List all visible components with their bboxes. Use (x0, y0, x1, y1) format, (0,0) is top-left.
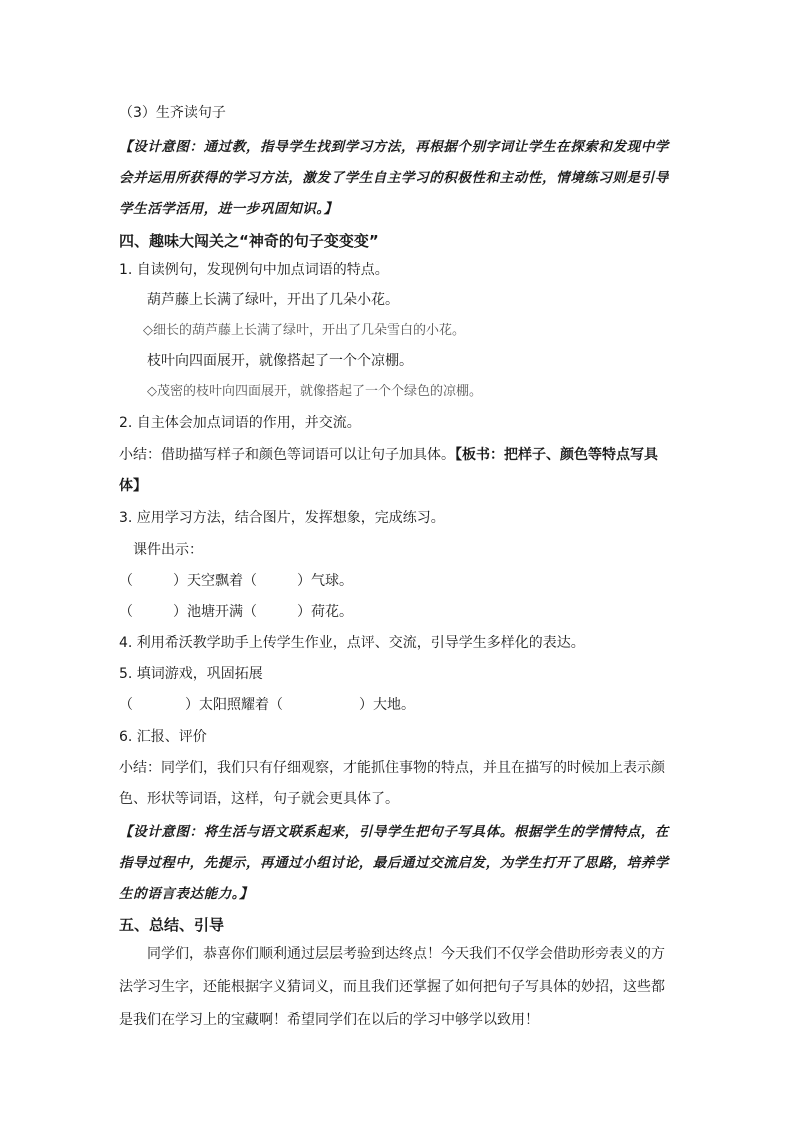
section-5-heading: 五、总结、引导 (119, 916, 225, 934)
blank-sun-middle: ）太阳照耀着（ (185, 697, 283, 713)
step-1: 1. 自读例句，发现例句中加点词语的特点。 (119, 262, 389, 278)
summary-1-line-1 (119, 445, 658, 465)
design-intent-1-line-1: 【设计意图：通过教，指导学生找到学习方法，再根据个别字词让学生在探索和发现中学 (119, 139, 669, 155)
example-sentence-1: 葫芦藤上长满了绿叶，开出了几朵小花。 (147, 292, 399, 308)
step-3: 3. 应用学习方法，结合图片，发挥想象，完成练习。 (119, 510, 445, 526)
board-note-line-2: 体】 (119, 478, 147, 494)
closing-paragraph-line-2: 法学习生字，还能根据字义猜词义，而且我们还掌握了如何把句子写具体的妙招，这些都 (119, 979, 665, 995)
step-2: 2. 自主体会加点词语的作用，并交流。 (119, 415, 361, 431)
blank-pond-open: （ (119, 604, 133, 620)
closing-paragraph-line-3: 是我们在学习上的宝藏啊！希望同学们在以后的学习中够学以致用！ (119, 1012, 539, 1028)
blank-pond-end: ）荷花。 (297, 604, 353, 620)
example-sentence-2-expanded: ◇茂密的枝叶向四面展开，就像搭起了一个个绿色的凉棚。 (147, 384, 482, 399)
section-4-heading: 四、趣味大闯关之“神奇的句子变变变” (119, 232, 379, 250)
summary-1-text: 小结：借助描写样子和颜色等词语可以让句子加具体。 (119, 447, 455, 463)
item-3-read-together: （3）生齐读句子 (119, 105, 226, 121)
blank-sky-end: ）气球。 (297, 573, 353, 589)
fill-blank-pond (119, 602, 353, 622)
summary-2-line-1: 小结：同学们，我们只有仔细观察，才能抓住事物的特点，并且在描写的时候加上表示颜 (119, 760, 665, 776)
example-sentence-1-expanded: ◇细长的葫芦藤上长满了绿叶，开出了几朵雪白的小花。 (143, 323, 465, 338)
example-sentence-2: 枝叶向四面展开，就像搭起了一个个凉棚。 (147, 353, 413, 369)
step-6: 6. 汇报、评价 (119, 729, 207, 745)
fill-blank-sun (119, 695, 415, 715)
summary-2-line-2: 色、形状等词语，这样，句子就会更具体了。 (119, 791, 399, 807)
blank-pond-middle: ）池塘开满（ (173, 604, 257, 620)
design-intent-2-line-1: 【设计意图：将生活与语文联系起来，引导学生把句子写具体。根据学生的学情特点，在 (119, 824, 669, 840)
blank-sun-end: ）大地。 (359, 697, 415, 713)
closing-paragraph-line-1: 同学们，恭喜你们顺利通过层层考验到达终点！今天我们不仅学会借助形旁表义的方 (147, 946, 665, 962)
step-4: 4. 利用希沃教学助手上传学生作业，点评、交流，引导学生多样化的表达。 (119, 635, 585, 651)
fill-blank-sky (119, 571, 353, 591)
blank-sun-open: （ (119, 697, 133, 713)
design-intent-1-line-2: 会并运用所获得的学习方法，激发了学生自主学习的积极性和主动性，情境练习则是引导 (119, 170, 669, 186)
blank-sky-middle: ）天空飘着（ (173, 573, 257, 589)
design-intent-2-line-2: 指导过程中，先提示，再通过小组讨论，最后通过交流启发，为学生打开了思路，培养学 (119, 855, 669, 871)
design-intent-1-line-3: 学生活学活用，进一步巩固知识。】 (119, 201, 338, 217)
step-5: 5. 填词游戏，巩固拓展 (119, 666, 263, 682)
courseware-label: 课件出示： (133, 542, 203, 558)
design-intent-2-line-3: 生的语言表达能力。】 (119, 886, 254, 902)
board-note-line-1: 【板书：把样子、颜色等特点写具 (455, 447, 658, 463)
blank-sky-open: （ (119, 573, 133, 589)
